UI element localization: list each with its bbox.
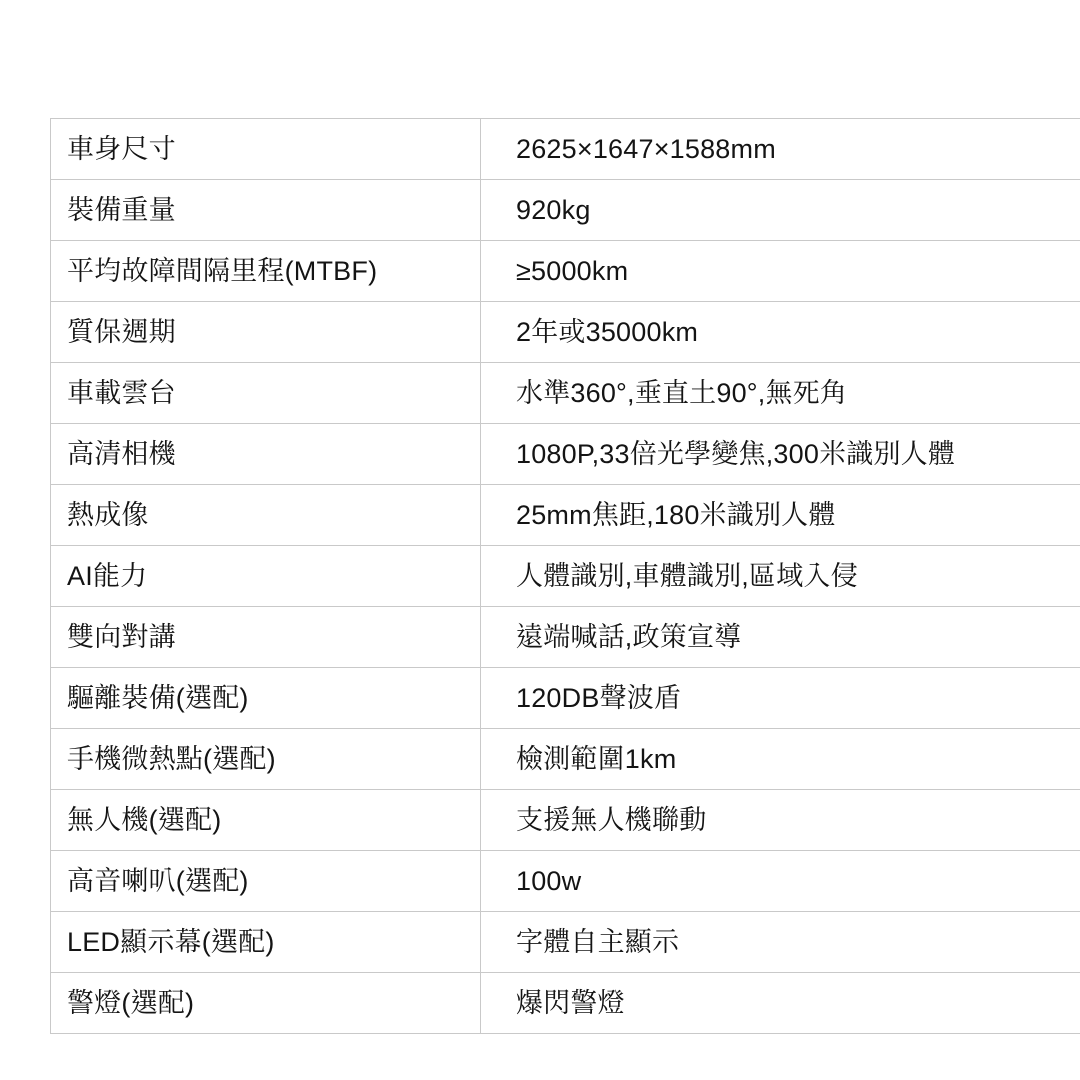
spec-label: 車載雲台 <box>51 363 481 424</box>
spec-label: AI能力 <box>51 546 481 607</box>
spec-value: 字體自主顯示 <box>481 912 1080 973</box>
table-row <box>51 424 1080 485</box>
spec-value: 120DB聲波盾 <box>481 668 1080 729</box>
spec-value: 25mm焦距,180米識別人體 <box>481 485 1080 546</box>
specification-table-body <box>51 119 1080 1034</box>
spec-value: 檢測範圍1km <box>481 729 1080 790</box>
spec-value: 100w <box>481 851 1080 912</box>
spec-label: 雙向對講 <box>51 607 481 668</box>
spec-value: 支援無人機聯動 <box>481 790 1080 851</box>
spec-label: 無人機(選配) <box>51 790 481 851</box>
specification-table <box>50 118 1080 1034</box>
table-row <box>51 912 1080 973</box>
spec-value: 2年或35000km <box>481 302 1080 363</box>
spec-value: 人體識別,車體識別,區域入侵 <box>481 546 1080 607</box>
table-row <box>51 729 1080 790</box>
table-row <box>51 668 1080 729</box>
table-row <box>51 485 1080 546</box>
spec-label: 平均故障間隔里程(MTBF) <box>51 241 481 302</box>
spec-label: 高音喇叭(選配) <box>51 851 481 912</box>
spec-label: 警燈(選配) <box>51 973 481 1034</box>
spec-label: 車身尺寸 <box>51 119 481 180</box>
spec-value: 920kg <box>481 180 1080 241</box>
table-row <box>51 973 1080 1034</box>
spec-label: 質保週期 <box>51 302 481 363</box>
table-row <box>51 363 1080 424</box>
spec-value: 水準360°,垂直土90°,無死角 <box>481 363 1080 424</box>
spec-value: 1080P,33倍光學變焦,300米識別人體 <box>481 424 1080 485</box>
spec-label: 驅離裝備(選配) <box>51 668 481 729</box>
table-row <box>51 546 1080 607</box>
spec-value: ≥5000km <box>481 241 1080 302</box>
spec-value: 爆閃警燈 <box>481 973 1080 1034</box>
spec-label: 裝備重量 <box>51 180 481 241</box>
table-row <box>51 119 1080 180</box>
spec-value: 2625×1647×1588mm <box>481 119 1080 180</box>
spec-value: 遠端喊話,政策宣導 <box>481 607 1080 668</box>
table-row <box>51 180 1080 241</box>
spec-label: LED顯示幕(選配) <box>51 912 481 973</box>
spec-label: 熱成像 <box>51 485 481 546</box>
table-row <box>51 302 1080 363</box>
table-row <box>51 790 1080 851</box>
table-row <box>51 607 1080 668</box>
spec-label: 手機微熱點(選配) <box>51 729 481 790</box>
table-row <box>51 241 1080 302</box>
table-row <box>51 851 1080 912</box>
spec-label: 高清相機 <box>51 424 481 485</box>
